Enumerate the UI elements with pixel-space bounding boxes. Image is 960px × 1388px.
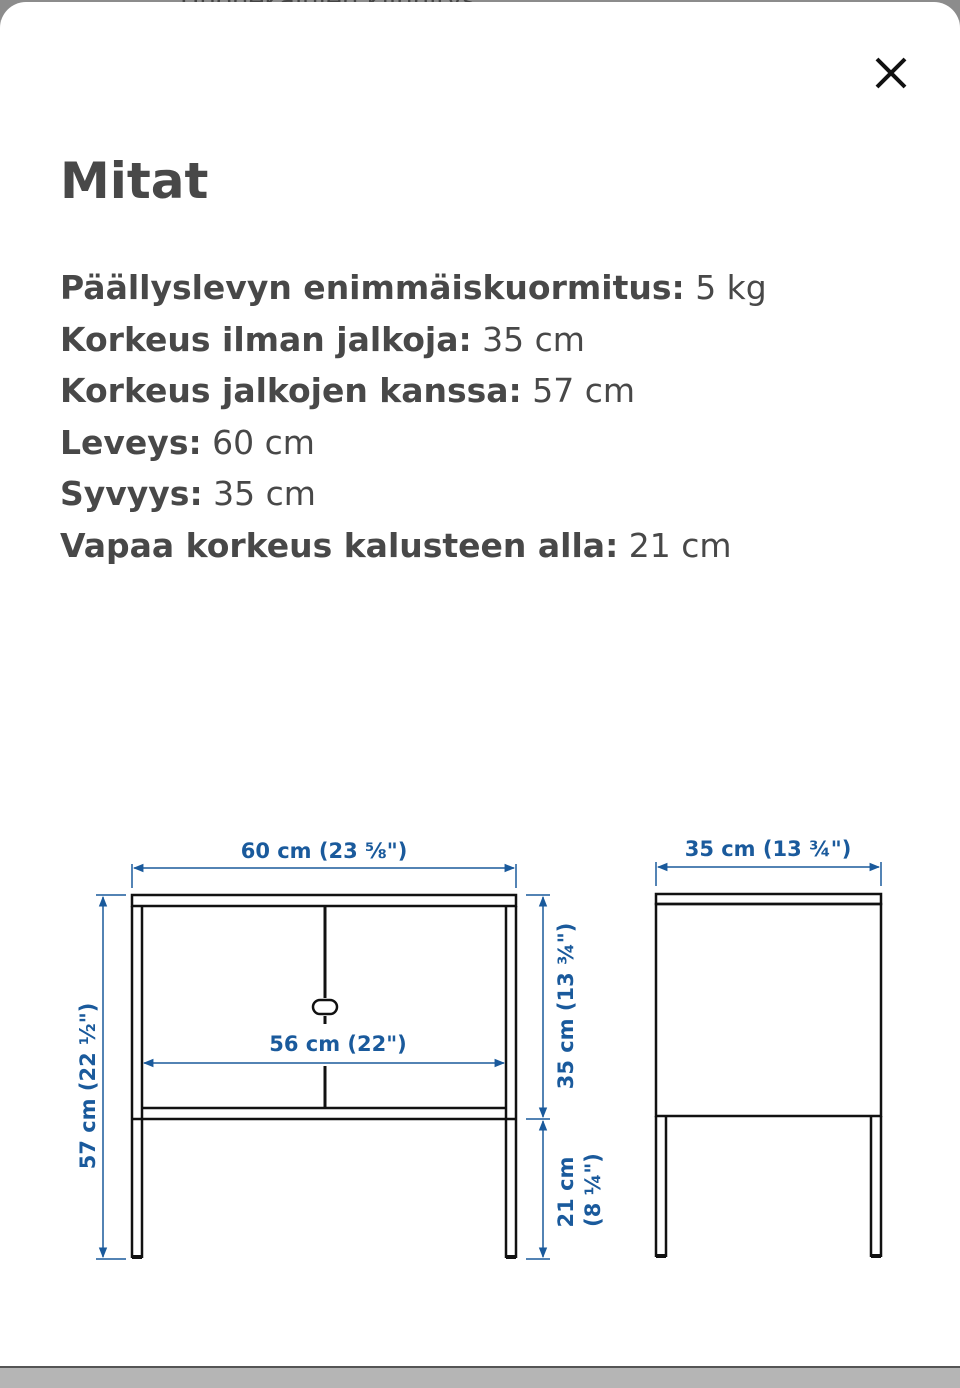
- side-dimensions: [656, 862, 881, 886]
- front-leg-height-label: 21 cm: [554, 1156, 578, 1228]
- spec-label: Syvyys:: [60, 474, 203, 513]
- front-width-label: 60 cm (23 ⅝"): [240, 839, 408, 863]
- spec-row-height-without-legs: [60, 314, 767, 366]
- spec-value: 35 cm: [482, 319, 585, 359]
- front-body-height-label: 35 cm (13 ¾"): [554, 922, 578, 1090]
- close-icon: [874, 56, 908, 90]
- spec-row-depth: [60, 468, 767, 520]
- bottom-bar: [0, 1366, 960, 1388]
- front-inner-width-label: 56 cm (22"): [269, 1032, 407, 1056]
- spec-label: Päällyslevyn enimmäiskuormitus:: [60, 268, 685, 307]
- dimension-drawing: [0, 822, 960, 1282]
- side-depth-label: 35 cm (13 ¾"): [684, 837, 852, 861]
- spec-label: Leveys:: [60, 422, 202, 462]
- spec-label: Korkeus ilman jalkoja:: [60, 319, 472, 359]
- spec-label: Vapaa korkeus kalusteen alla:: [60, 525, 619, 565]
- spec-value: 35 cm: [213, 474, 316, 513]
- spec-value: 5 kg: [695, 268, 767, 307]
- spec-list: [60, 262, 767, 571]
- side-view: [656, 894, 881, 1257]
- spec-value: 57 cm: [532, 371, 636, 410]
- spec-row-height-with-legs: [60, 365, 767, 417]
- dimensions-dialog: [0, 2, 960, 1368]
- spec-row-free-height-under: [60, 520, 767, 572]
- front-leg-height-label-inch: (8 ¼"): [581, 1153, 605, 1227]
- front-dimensions: [96, 864, 550, 1259]
- spec-value: 60 cm: [212, 422, 315, 462]
- spec-label: Korkeus jalkojen kanssa:: [60, 371, 522, 410]
- front-view: [132, 895, 516, 1258]
- spec-row-max-load: [60, 262, 767, 314]
- spec-row-width: [60, 417, 767, 469]
- dialog-title: Mitat: [60, 152, 209, 210]
- front-total-height-label: 57 cm (22 ½"): [76, 1002, 100, 1170]
- close-button[interactable]: [862, 44, 920, 102]
- spec-value: 21 cm: [628, 525, 732, 565]
